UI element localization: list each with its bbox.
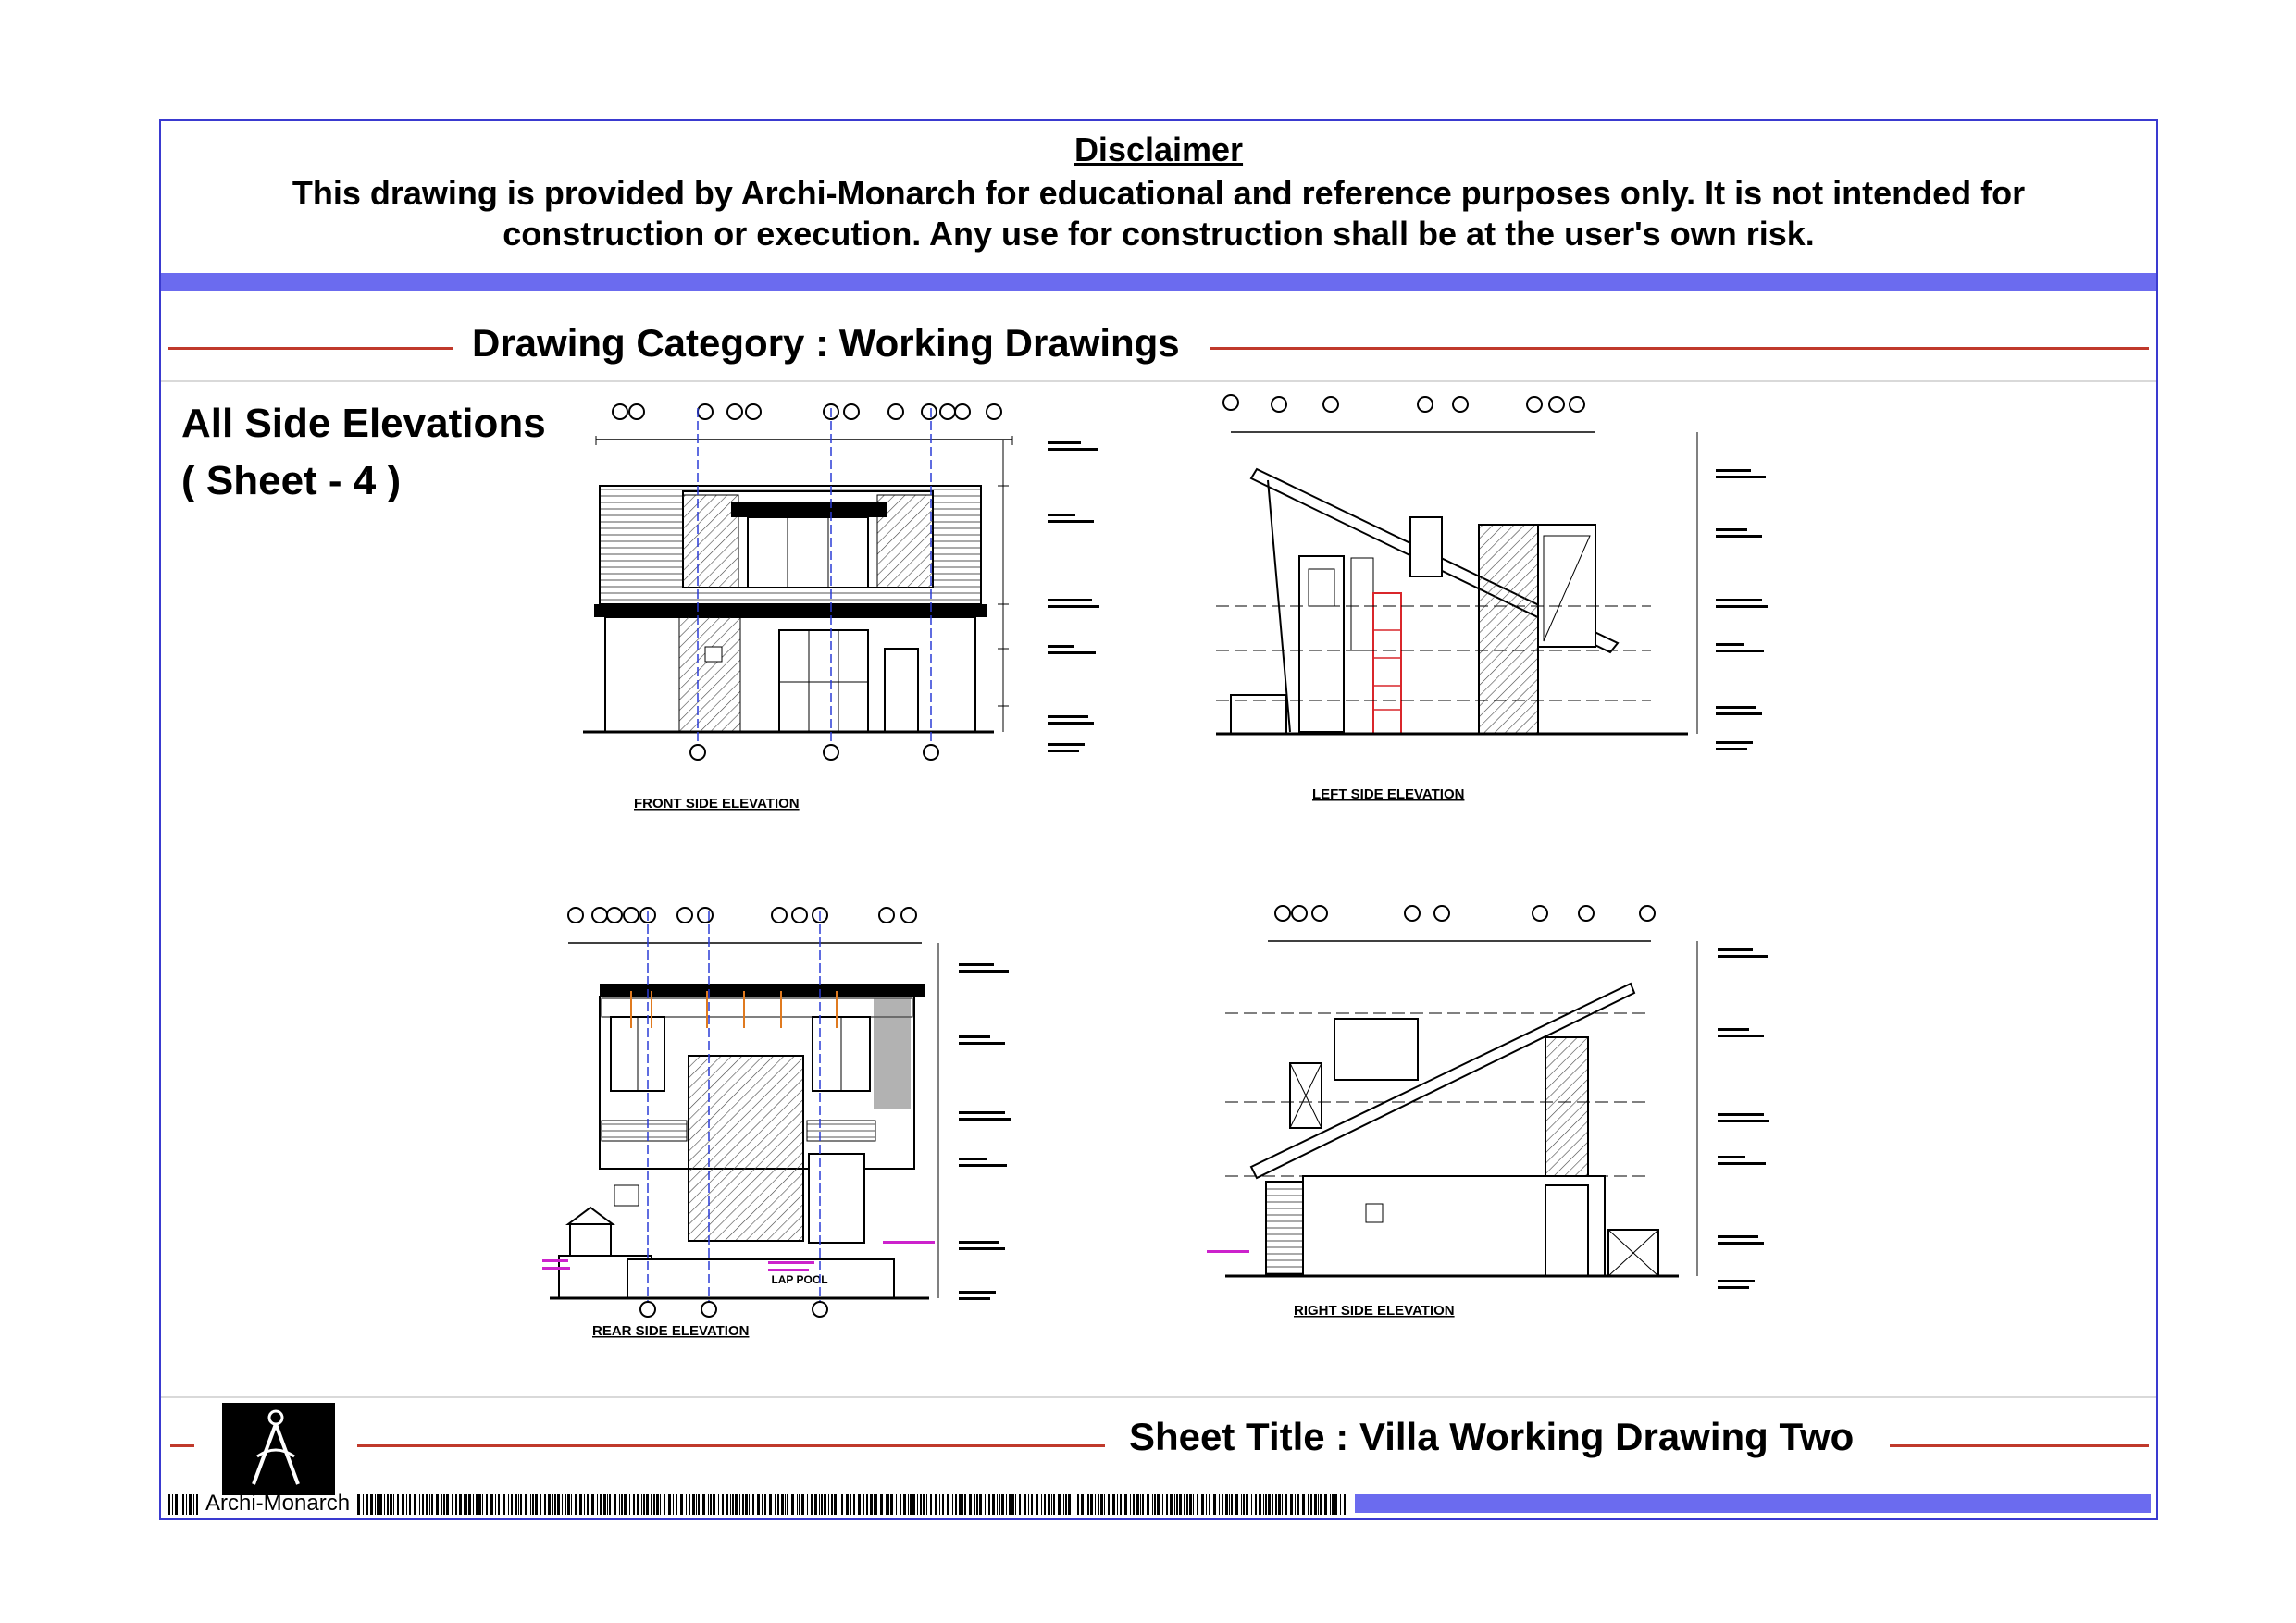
category-rule-right: [1210, 347, 2149, 350]
sheet-subject: All Side Elevations: [181, 401, 546, 446]
right-elevation-drawing: [1207, 906, 1769, 1289]
rear-grid-bubbles: [568, 908, 916, 923]
compass-icon: [222, 1403, 335, 1495]
drawing-sheet: [159, 119, 2158, 1520]
barcode-strip: [357, 1494, 1351, 1515]
sheet-number: ( Sheet - 4 ): [181, 458, 402, 503]
category-rule-left: [168, 347, 453, 350]
sheet-title: Sheet Title : Villa Working Drawing Two: [1129, 1415, 1855, 1458]
disclaimer-text: [217, 173, 2101, 254]
disclaimer-line-1: This drawing is provided by Archi-Monarch for educational and reference purposes only. It is not intended for: [292, 174, 2026, 212]
disclaimer-divider-band: [161, 273, 2156, 291]
right-grid-bubbles: [1275, 906, 1655, 921]
front-grid-bubbles: [613, 404, 1001, 419]
archi-monarch-logo: [222, 1403, 335, 1495]
front-elevation-label: FRONT SIDE ELEVATION: [634, 796, 800, 812]
left-grid-bubbles: [1223, 395, 1584, 412]
front-elevation-drawing: [583, 404, 1099, 760]
footer-rule-left: [170, 1444, 194, 1447]
rear-elevation-drawing: [542, 908, 1011, 1317]
disclaimer-heading: Disclaimer: [1074, 130, 1244, 168]
right-elevation-label: RIGHT SIDE ELEVATION: [1294, 1303, 1455, 1319]
sheet-title-rule-left: [357, 1444, 1105, 1447]
lap-pool-label: LAP POOL: [771, 1273, 828, 1286]
footer-accent-band: [1355, 1494, 2151, 1513]
left-elevation-label: LEFT SIDE ELEVATION: [1312, 787, 1465, 802]
barcode-strip-left: [168, 1494, 205, 1515]
elevation-drawings: [161, 380, 2156, 1517]
drawing-category: Drawing Category : Working Drawings: [472, 321, 1180, 365]
logo-wordmark: Archi-Monarch: [205, 1491, 351, 1516]
rear-elevation-label: REAR SIDE ELEVATION: [592, 1323, 750, 1339]
left-elevation-drawing: [1216, 395, 1768, 750]
sheet-title-rule-right: [1890, 1444, 2149, 1447]
disclaimer-line-2: construction or execution. Any use for construction shall be at the user's own risk.: [503, 215, 1815, 253]
footer-divider: [161, 1396, 2156, 1398]
